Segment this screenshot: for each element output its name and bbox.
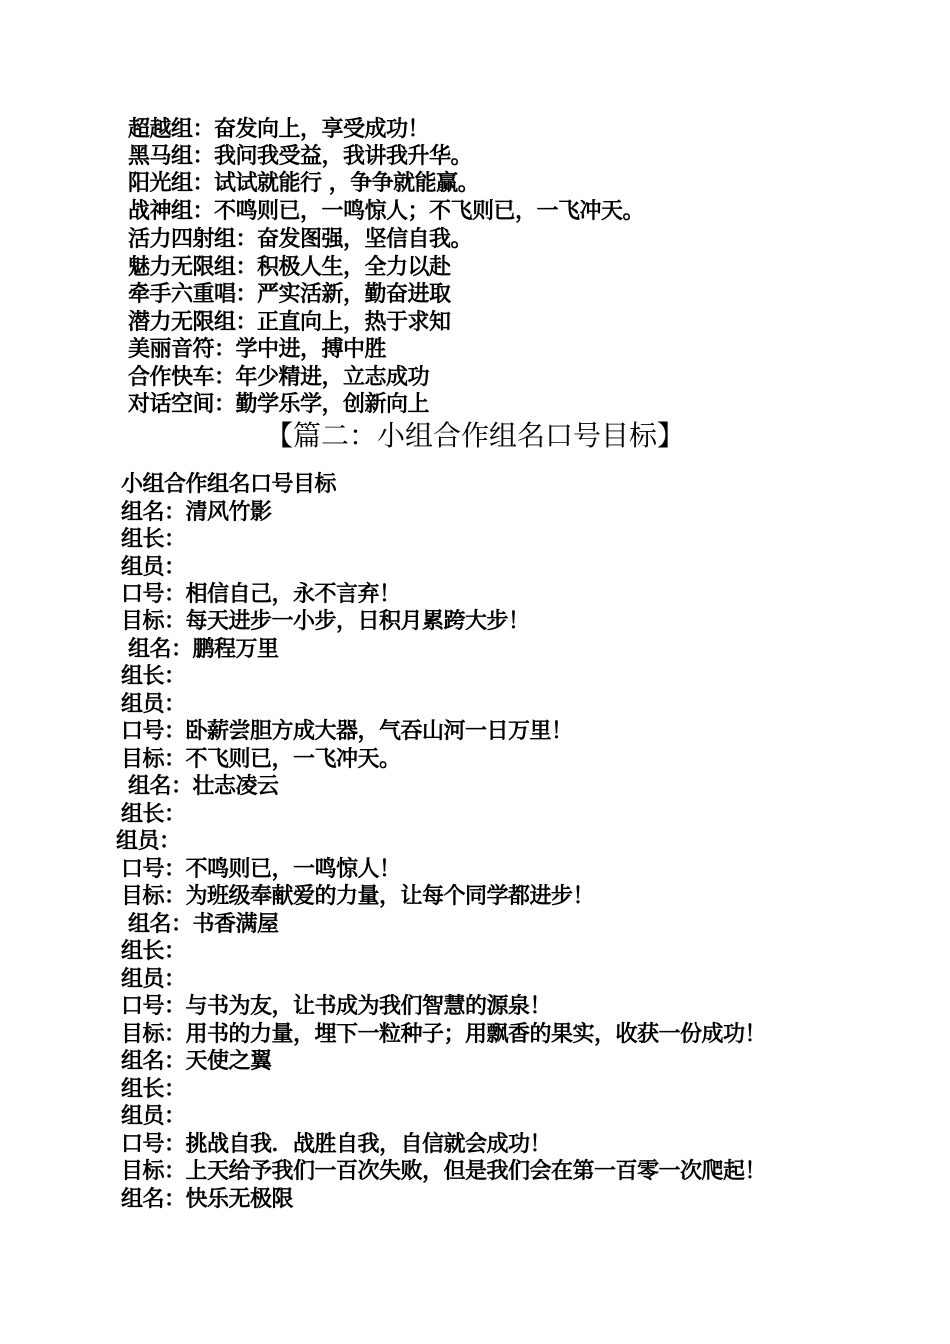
group-goal-line: 目标：每天进步一小步，日积月累跨大步！ [121, 609, 530, 634]
group-goal-line: 目标：不飞则已，一飞冲天。 [121, 747, 401, 772]
group-leader-line: 组长： [121, 527, 186, 552]
group-members-line: 组员： [121, 967, 186, 992]
group-leader-line: 组长： [121, 802, 186, 827]
subsection-title: 小组合作组名口号目标 [121, 472, 337, 497]
group-goal-line: 目标：上天给予我们一百次失败，但是我们会在第一百零一次爬起！ [121, 1159, 767, 1184]
group-slogan-line: 口号：与书为友，让书成为我们智慧的源泉！ [121, 994, 552, 1019]
group-leader-line: 组长： [121, 664, 186, 689]
group-slogan-line: 口号：相信自己，永不言弃！ [121, 582, 401, 607]
group-slogan-line: 口号：不鸣则已，一鸣惊人！ [121, 857, 401, 882]
group-goal-line: 目标：为班级奉献爱的力量，让每个同学都进步！ [121, 884, 595, 909]
group-name-line: 组名：鹏程万里 [128, 637, 279, 662]
group-members-line: 组员： [121, 555, 186, 580]
group-goal-line: 目标：用书的力量，埋下一粒种子；用飘香的果实，收获一份成功！ [121, 1022, 767, 1047]
group-slogan-line: 口号：卧薪尝胆方成大器，气吞山河一日万里！ [121, 719, 573, 744]
group-name-line: 组名：书香满屋 [128, 912, 279, 937]
group-name-line: 组名：清风竹影 [121, 500, 272, 525]
slogan-line: 潜力无限组：正直向上，热于求知 [128, 310, 451, 335]
slogan-line: 活力四射组：奋发图强，坚信自我。 [128, 227, 473, 252]
slogan-line: 阳光组：试试就能行 ，争争就能赢。 [128, 171, 480, 196]
slogan-line: 牵手六重唱：严实活新，勤奋进取 [128, 282, 451, 307]
slogan-line: 黑马组：我问我受益，我讲我升华。 [128, 144, 473, 169]
group-leader-line: 组长： [121, 1077, 186, 1102]
section-heading: 【篇二：小组合作组名口号目标】 [264, 419, 685, 452]
group-members-line: 组员： [116, 829, 181, 854]
group-name-line: 组名：快乐无极限 [121, 1187, 294, 1212]
slogan-line: 对话空间：勤学乐学，创新向上 [128, 392, 430, 417]
slogan-line: 合作快车：年少精进，立志成功 [128, 365, 430, 390]
slogan-line: 超越组：奋发向上，享受成功！ [128, 117, 430, 142]
group-name-line: 组名：壮志凌云 [128, 774, 279, 799]
group-members-line: 组员： [121, 1104, 186, 1129]
group-leader-line: 组长： [121, 939, 186, 964]
slogan-line: 魅力无限组：积极人生，全力以赴 [128, 255, 451, 280]
group-members-line: 组员： [121, 692, 186, 717]
slogan-line: 战神组：不鸣则已，一鸣惊人；不飞则已，一飞冲天。 [128, 199, 645, 224]
slogan-line: 美丽音符：学中进，搏中胜 [128, 337, 387, 362]
group-slogan-line: 口号：挑战自我．战胜自我，自信就会成功！ [121, 1132, 552, 1157]
group-name-line: 组名：天使之翼 [121, 1049, 272, 1074]
